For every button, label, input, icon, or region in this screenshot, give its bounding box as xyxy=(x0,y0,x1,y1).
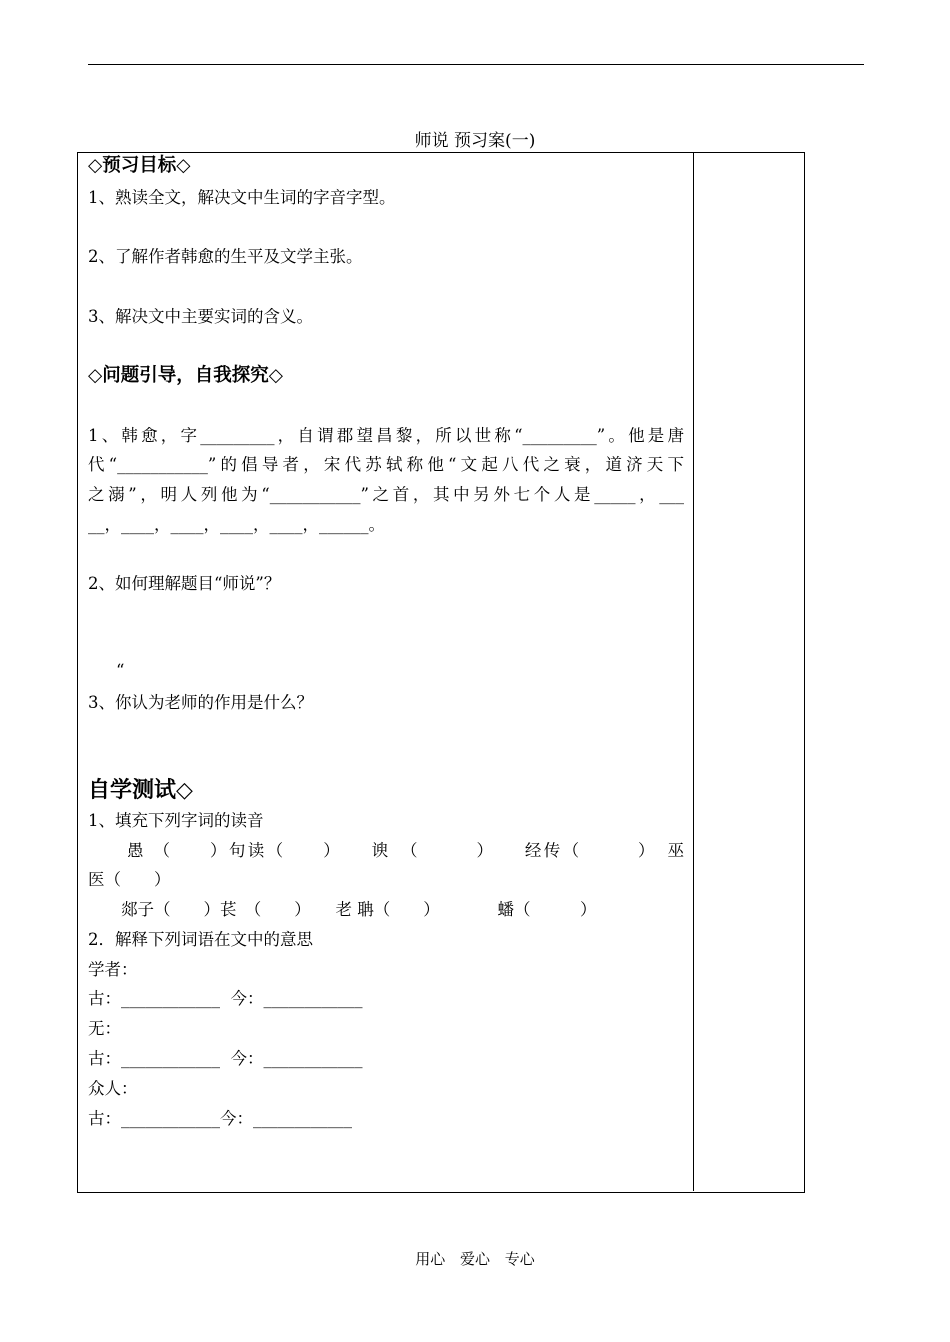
goal-item: 3、解决文中主要实词的含义。 xyxy=(88,307,313,326)
vocab-word: 学者： xyxy=(88,960,138,979)
question-2: 2、如何理解题目“师说”？ xyxy=(88,574,281,593)
document-title: 师说 预习案(一) xyxy=(414,131,536,151)
vocab-word: 无： xyxy=(88,1019,121,1038)
page-footer: 用心 爱心 专心 xyxy=(415,1250,535,1268)
stray-quote-mark: “ xyxy=(116,661,125,680)
question-1-line: 1、韩愈，字_________，自谓郡望昌黎，所以世称“_________”。他是唐 xyxy=(88,426,684,445)
vocab-gloss-blanks: 古：____________今：____________ xyxy=(88,1109,352,1128)
vocab-gloss-blanks: 古：____________ 今：____________ xyxy=(88,989,363,1008)
goals-heading: ◇预习目标◇ xyxy=(88,155,191,176)
vocab-gloss-blanks: 古：____________ 今：____________ xyxy=(88,1049,363,1068)
pronunciation-line: 郯子（ ）苌 （ ） 老 聃（ ） 蟠（ ） xyxy=(88,900,597,919)
header-rule xyxy=(88,64,864,65)
inquiry-heading: ◇问题引导，自我探究◇ xyxy=(88,365,283,386)
pronunciation-line: 医（ ） xyxy=(88,870,171,889)
question-1-line: __，____，____，____，____，______。 xyxy=(88,515,385,534)
pronunciation-line: 愚 （ ）句读（ ） 谀 （ ） 经传（ ） 巫 xyxy=(127,841,684,860)
question-1-line: 之溺”，明人列他为“___________”之首，其中另外七个人是_____，___ xyxy=(88,485,684,504)
goal-item: 2、了解作者韩愈的生平及文学主张。 xyxy=(88,247,363,266)
question-1-line: 代“___________”的倡导者，宋代苏轼称他“文起八代之衰，道济天下 xyxy=(88,455,684,474)
notes-column-divider xyxy=(693,152,694,1191)
self-test-heading: 自学测试◇ xyxy=(88,778,193,803)
goal-item: 1、熟读全文，解决文中生词的字音字型。 xyxy=(88,188,396,207)
test-item-2: 2．解释下列词语在文中的意思 xyxy=(88,930,313,949)
question-3: 3、你认为老师的作用是什么？ xyxy=(88,693,313,712)
test-item-1: 1、填充下列字词的读音 xyxy=(88,811,264,830)
vocab-word: 众人： xyxy=(88,1079,138,1098)
